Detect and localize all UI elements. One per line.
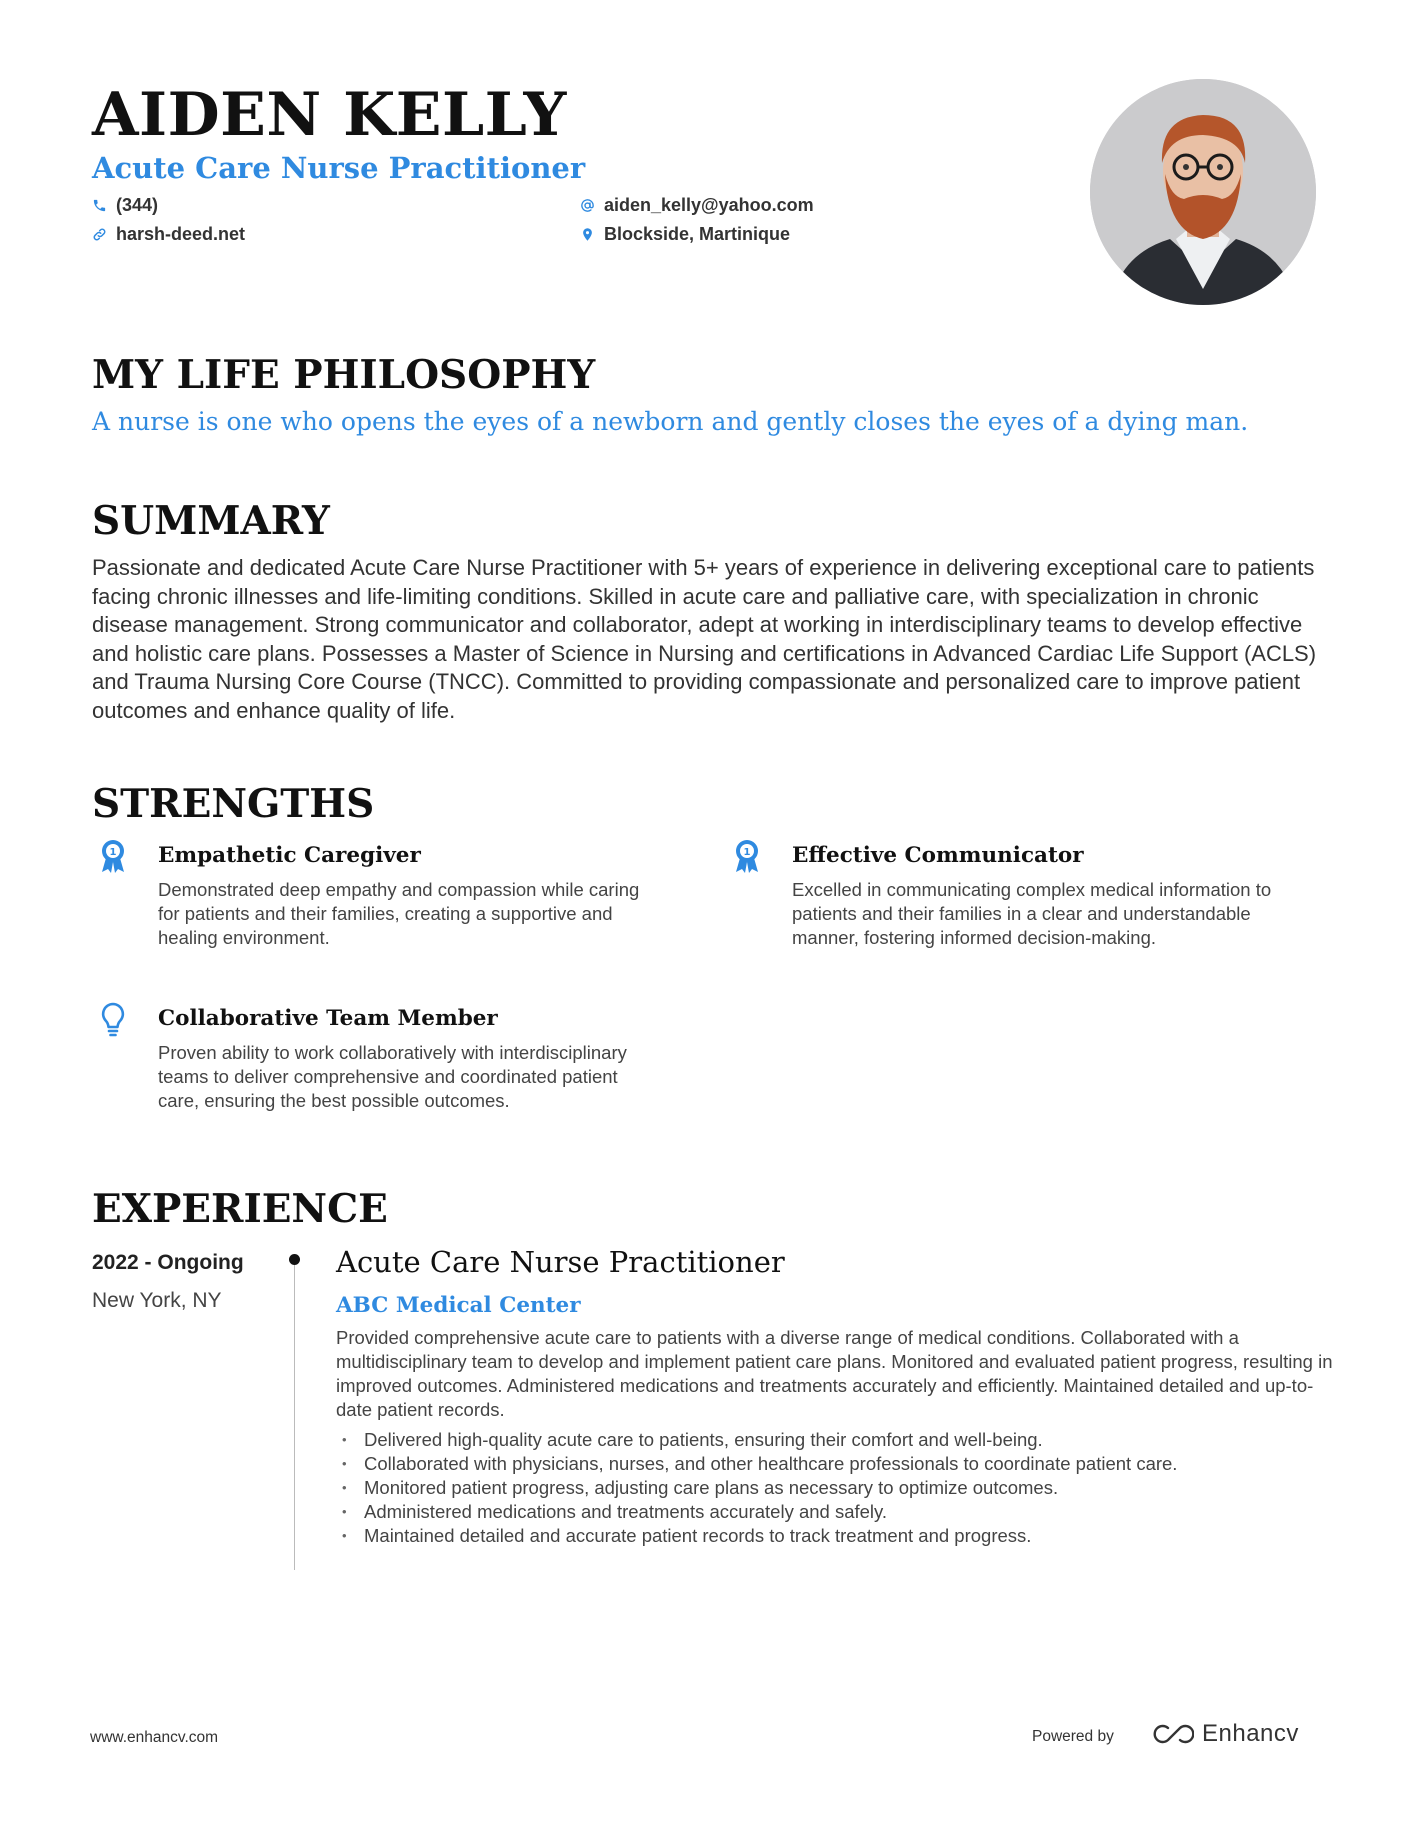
experience-description: Provided comprehensive acute care to patients with a diverse range of medical conditions. Collaborated with a multidisciplinary team to develop and implement patient care plans. Monitored and evaluated patient progress, resulting in improved outcomes. Administered medications and treatments accurately and efficiently. Maintained detailed and up-to-date patient records. [336,1327,1333,1420]
list-item: • Administered medications and treatments accurately and safely. [336,1500,1336,1524]
strength-title: Collaborative Team Member [158,1006,498,1031]
enhancv-logo[interactable] [1150,1720,1299,1748]
svg-text:1: 1 [109,847,117,858]
location-pin-icon [580,227,595,242]
strength-title: Effective Communicator [792,843,1084,868]
phone-icon [92,198,107,213]
philosophy-heading: MY LIFE PHILOSOPHY [92,352,596,398]
candidate-name: AIDEN KELLY [92,80,567,150]
phone-text: (344) [116,195,159,215]
award-ribbon-icon [732,838,762,874]
contact-email[interactable] [580,194,814,216]
location-text: Blockside, Martinique [604,224,791,244]
experience-bullets [336,1428,1336,1548]
experience-heading: EXPERIENCE [92,1186,388,1232]
list-item: • Collaborated with physicians, nurses, and other healthcare professionals to coordinate patient care. [336,1452,1336,1476]
enhancv-brand: Enhancv [1202,1720,1299,1747]
list-item: • Maintained detailed and accurate patient records to track treatment and progress. [336,1524,1336,1548]
experience-dates: 2022 - Ongoing [92,1251,244,1274]
strength-title: Empathetic Caregiver [158,843,421,868]
list-item: • Monitored patient progress, adjusting care plans as necessary to optimize outcomes. [336,1476,1336,1500]
timeline-dot [289,1254,300,1265]
timeline-line [294,1262,295,1570]
link-icon [92,227,107,242]
at-icon [580,198,595,213]
contact-website[interactable] [92,223,245,245]
profile-portrait [1090,79,1316,305]
strength-description: Demonstrated deep empathy and compassion while caring for patients and their families, creating a supportive and healing environment. [158,879,640,948]
experience-location: New York, NY [92,1289,222,1312]
summary-heading: SUMMARY [92,498,330,544]
strength-description: Proven ability to work collaboratively with interdisciplinary teams to deliver comprehensive and coordinated patient care, ensuring the best possible outcomes. [158,1042,627,1111]
email-link[interactable]: aiden_kelly@yahoo.com [604,195,814,215]
list-item: • Delivered high-quality acute care to patients, ensuring their comfort and well-being. [336,1428,1336,1452]
candidate-title: Acute Care Nurse Practitioner [92,151,586,185]
contact-phone [92,194,158,216]
footer-url[interactable]: www.enhancv.com [90,1729,219,1746]
footer-powered-by: Powered by [1032,1728,1114,1745]
experience-role: Acute Care Nurse Practitioner [336,1245,785,1279]
summary-text: Passionate and dedicated Acute Care Nurse Practitioner with 5+ years of experience in delivering exceptional care to patients facing chronic illnesses and life-limiting conditions. Skilled in acute care and palliative care, with specialization in chronic disease management. Strong communicator and collaborator, adept at working in interdisciplinary teams to develop effective and holistic care plans. Possesses a Master of Science in Nursing and certifications in Advanced Cardiac Life Support (ACLS) and Trauma Nursing Core Course (TNCC). Committed to providing compassionate and personalized care to improve patient outcomes and enhance quality of life. [92,555,1317,723]
contact-location [580,223,790,245]
website-link[interactable]: harsh-deed.net [116,224,246,244]
experience-company: ABC Medical Center [336,1293,581,1318]
award-ribbon-icon [98,838,128,874]
enhancv-logo-icon [1150,1722,1194,1746]
svg-text:1: 1 [743,847,751,858]
philosophy-quote: A nurse is one who opens the eyes of a newborn and gently closes the eyes of a dying man. [92,407,1249,436]
lightbulb-icon [98,1001,128,1037]
strength-description: Excelled in communicating complex medical information to patients and their families in a clear and understandable manner, fostering informed decision-making. [792,879,1272,948]
profile-photo [1090,79,1316,305]
strengths-heading: STRENGTHS [92,781,375,827]
